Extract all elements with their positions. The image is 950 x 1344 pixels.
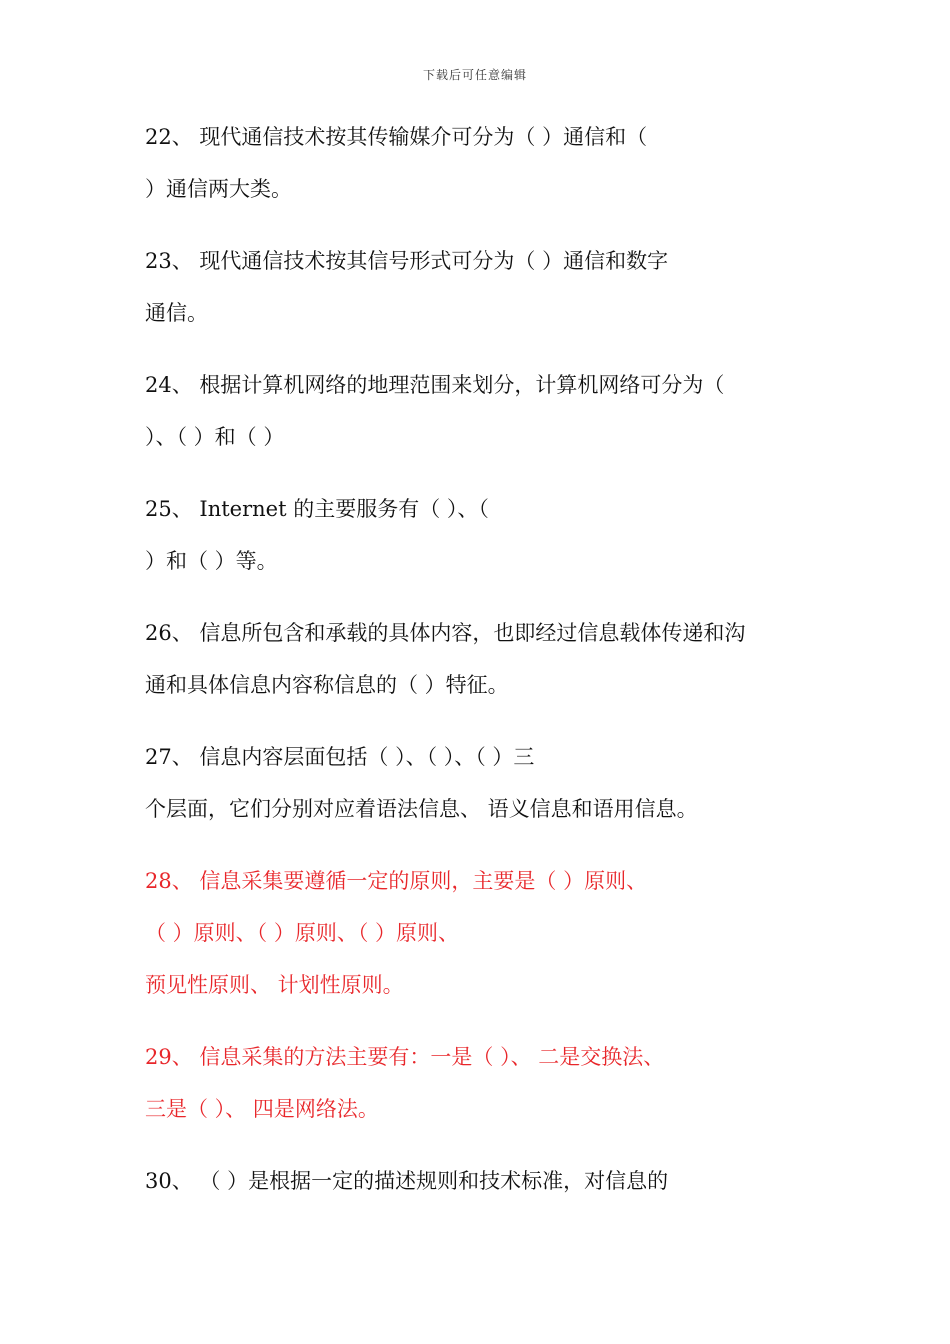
question-24 bbox=[145, 359, 810, 463]
question-23 bbox=[145, 235, 810, 339]
question-line: 24、 根据计算机网络的地理范围来划分，计算机网络可分为（ bbox=[145, 373, 725, 397]
question-25 bbox=[145, 483, 810, 587]
question-26 bbox=[145, 607, 810, 711]
question-line: ）和（ ）等。 bbox=[145, 549, 278, 573]
question-line: 30、 （ ）是根据一定的描述规则和技术标准，对信息的 bbox=[145, 1169, 669, 1193]
question-line: 28、 信息采集要遵循一定的原则，主要是（ ）原则、 bbox=[145, 869, 648, 893]
question-27 bbox=[145, 731, 810, 835]
question-line: （ ）原则、（ ）原则、（ ）原则、 bbox=[145, 921, 460, 945]
question-line: 26、 信息所包含和承载的具体内容，也即经过信息载体传递和沟 bbox=[145, 621, 746, 645]
page-header: 下载后可任意编辑 bbox=[422, 68, 527, 82]
question-line: 25、 Internet 的主要服务有（ ）、（ bbox=[145, 497, 489, 521]
question-line: 27、 信息内容层面包括（ ）、（ ）、（ ）三 bbox=[145, 745, 535, 769]
question-line: 个层面，它们分别对应着语法信息、 语义信息和语用信息。 bbox=[145, 797, 698, 821]
question-29 bbox=[145, 1031, 810, 1135]
question-line: 通和具体信息内容称信息的（ ）特征。 bbox=[145, 673, 509, 697]
question-line: 22、 现代通信技术按其传输媒介可分为（ ）通信和（ bbox=[145, 125, 648, 149]
question-line: 23、 现代通信技术按其信号形式可分为（ ）通信和数字 bbox=[145, 249, 669, 273]
question-28 bbox=[145, 855, 810, 1011]
question-line: ）、（ ）和（ ） bbox=[145, 425, 285, 449]
question-line: ）通信两大类。 bbox=[145, 177, 292, 201]
question-30 bbox=[145, 1155, 810, 1207]
question-line: 三是（ ）、 四是网络法。 bbox=[145, 1097, 379, 1121]
question-line: 通信。 bbox=[145, 301, 208, 325]
question-22 bbox=[145, 111, 810, 215]
question-line: 29、 信息采集的方法主要有：一是（ ）、 二是交换法、 bbox=[145, 1045, 665, 1069]
question-line: 预见性原则、 计划性原则。 bbox=[145, 973, 404, 997]
